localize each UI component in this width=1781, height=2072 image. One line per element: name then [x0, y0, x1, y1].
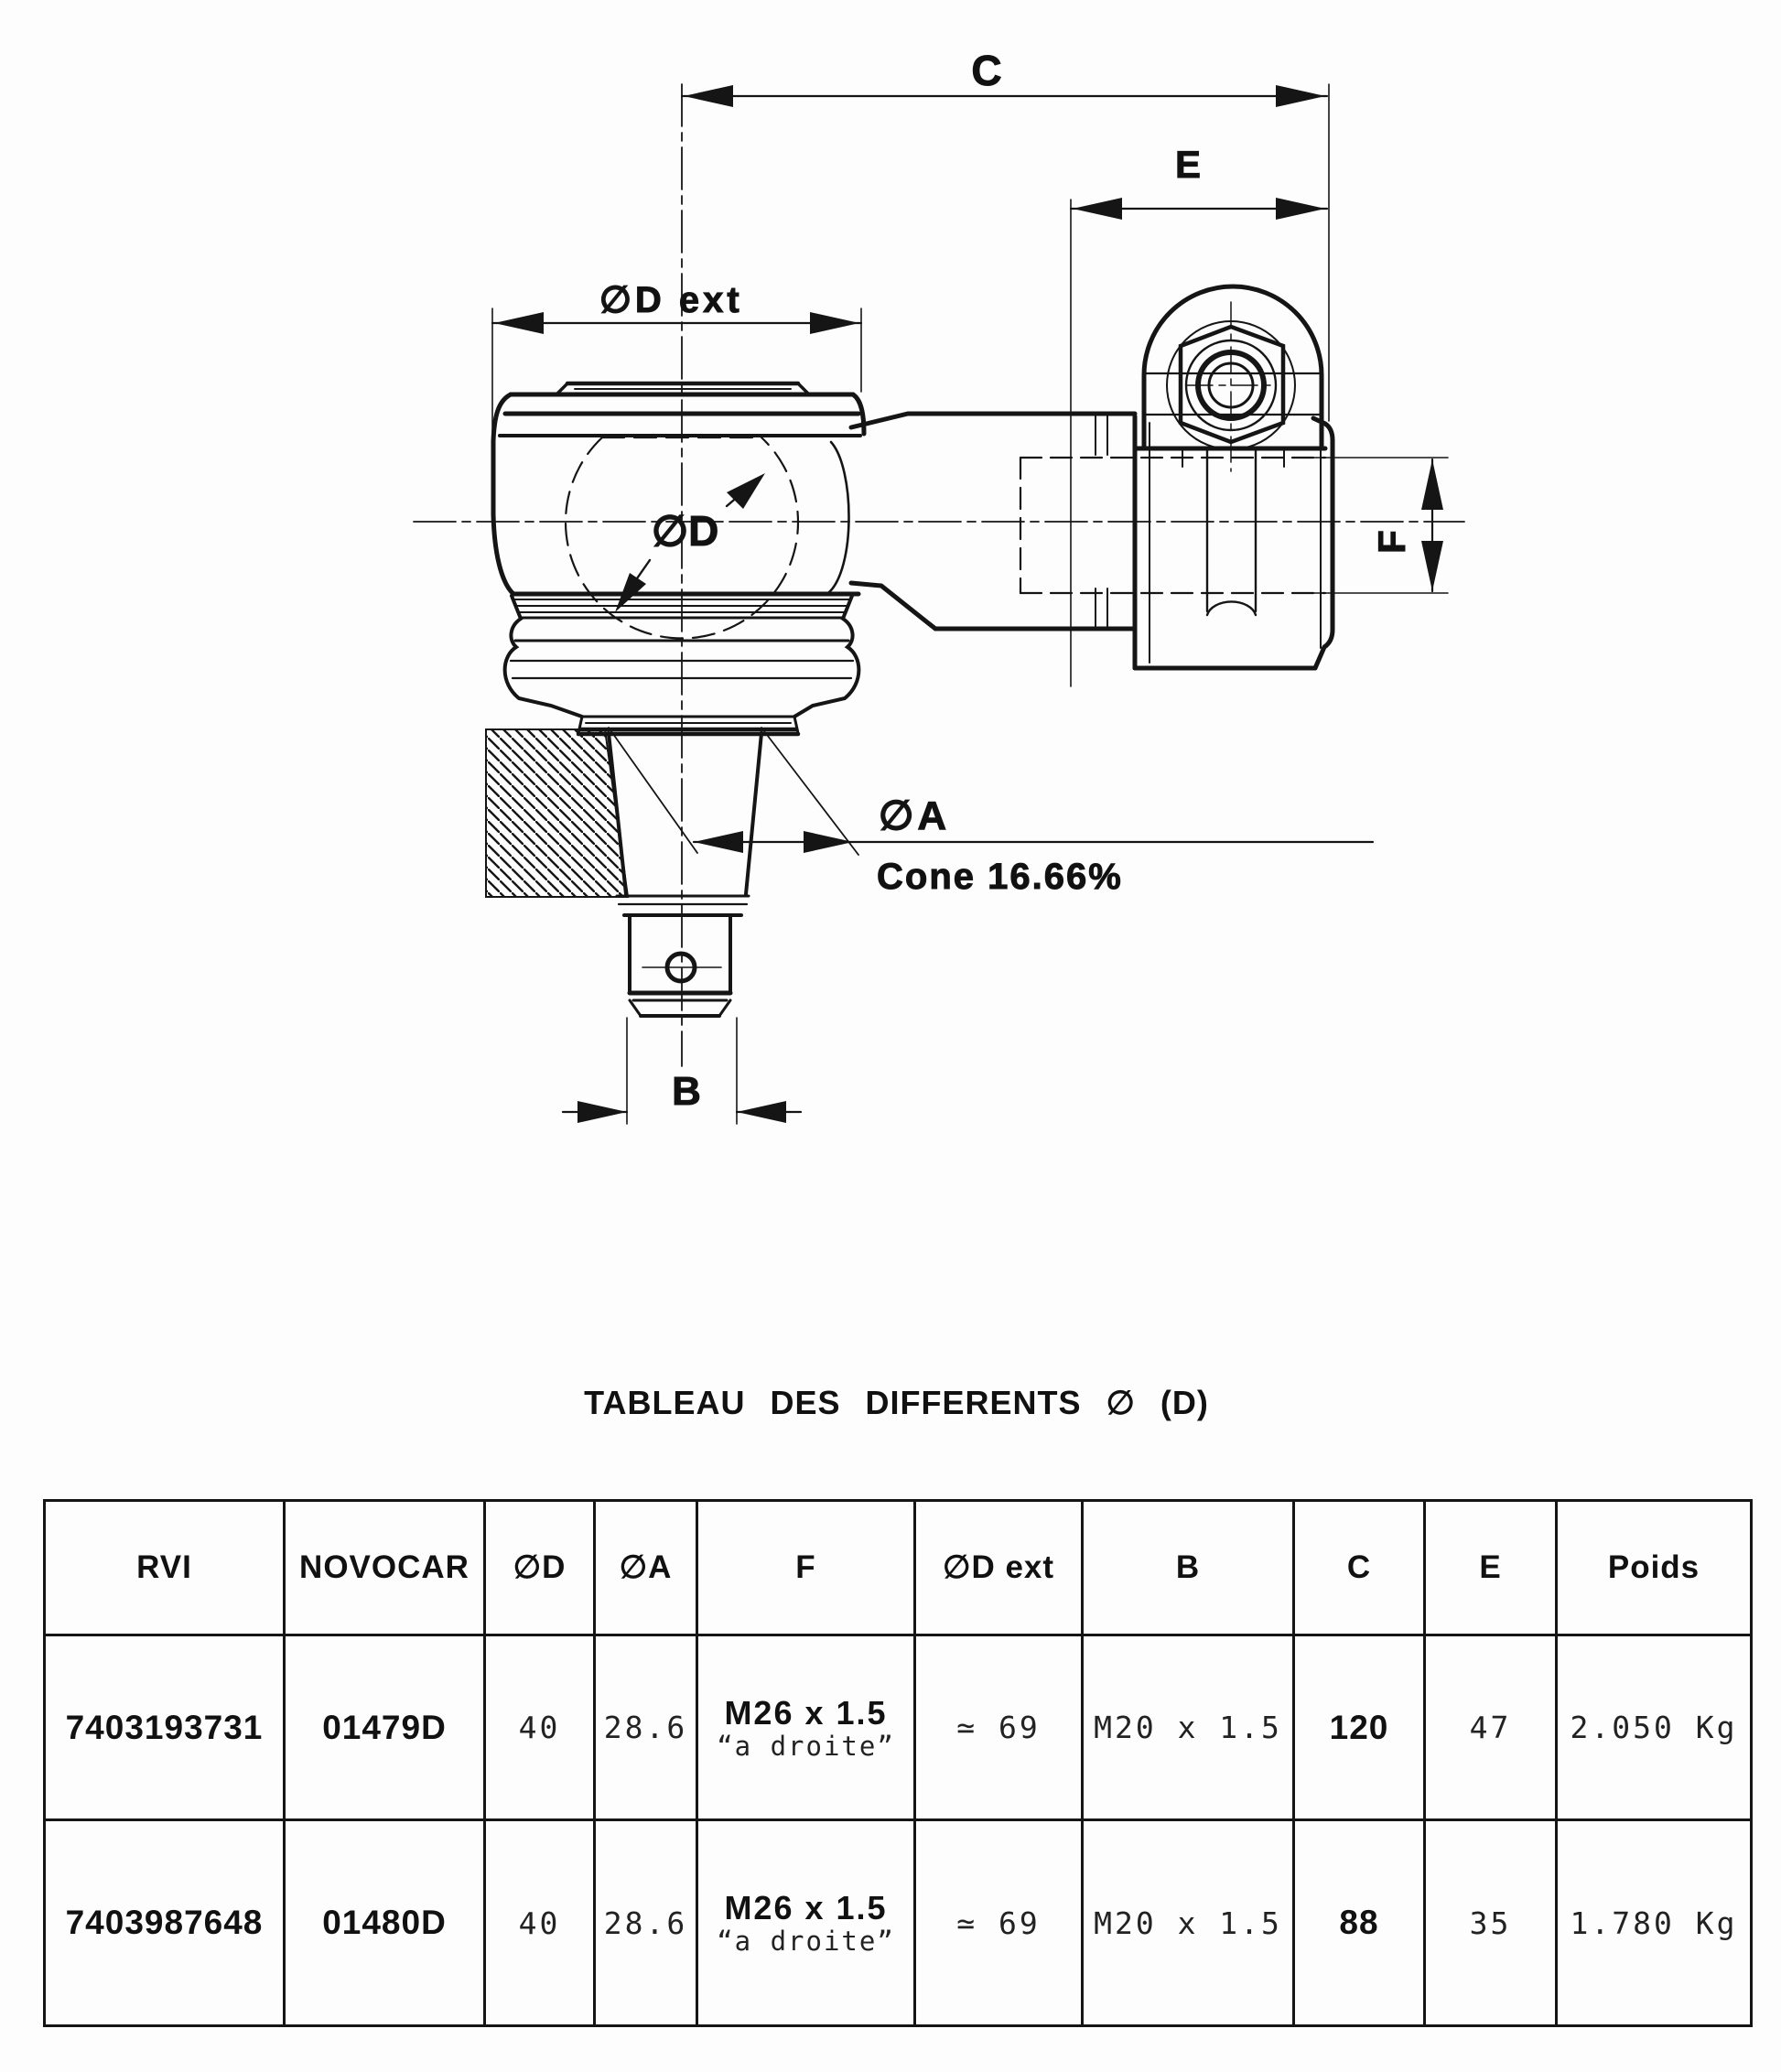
cell-d-ext: ≃ 69: [915, 1820, 1083, 2026]
cell-e: 47: [1425, 1635, 1557, 1820]
clamp-block-section: [486, 729, 628, 897]
col-header-d-ext: ∅D ext: [915, 1501, 1083, 1635]
dimension-f: [1303, 458, 1448, 593]
cell-rvi: 7403987648: [45, 1820, 285, 2026]
col-header-poids: Poids: [1557, 1501, 1752, 1635]
dim-label-b: B: [672, 1069, 701, 1114]
centerlines: [414, 84, 1464, 1066]
thread-direction: “a droite”: [717, 1926, 895, 1957]
cell-rvi: 7403193731: [45, 1635, 285, 1820]
eye-dome: [1144, 286, 1322, 448]
col-header-novocar: NOVOCAR: [285, 1501, 485, 1635]
cell-a: 28.6: [595, 1820, 697, 2026]
dimension-a: [609, 728, 1373, 897]
cell-c: 120: [1294, 1635, 1425, 1820]
cone-label: Cone 16.66%: [877, 857, 1123, 897]
col-header-f: F: [697, 1501, 915, 1635]
thread-size: M26 x 1.5: [724, 1889, 888, 1926]
cell-poids: 2.050 Kg: [1557, 1635, 1752, 1820]
header-row: [45, 1501, 1752, 1635]
dimension-c: [682, 47, 1329, 421]
cell-f: [697, 1820, 915, 2026]
cell-b: M20 x 1.5: [1083, 1635, 1294, 1820]
col-header-d: ∅D: [485, 1501, 595, 1635]
clamp-nut: [1167, 302, 1295, 471]
cell-novocar: 01479D: [285, 1635, 485, 1820]
col-header-c: C: [1294, 1501, 1425, 1635]
ball-housing: [493, 383, 864, 594]
dim-label-a: ∅A: [879, 793, 951, 838]
cell-c: 88: [1294, 1820, 1425, 2026]
table-row: [45, 1635, 1752, 1820]
thread-size: M26 x 1.5: [724, 1693, 888, 1732]
thread-bore-hidden-line: [1020, 458, 1325, 593]
thread-direction: “a droite”: [717, 1730, 895, 1762]
cell-poids: 1.780 Kg: [1557, 1820, 1752, 2026]
cell-d: 40: [485, 1635, 595, 1820]
col-header-a: ∅A: [595, 1501, 697, 1635]
table-title: TABLEAU DES DIFFERENTS ∅ (D): [584, 1384, 1209, 1421]
eye-boss: [1135, 416, 1333, 668]
col-header-b: B: [1083, 1501, 1294, 1635]
cell-e: 35: [1425, 1820, 1557, 2026]
cell-b: M20 x 1.5: [1083, 1820, 1294, 2026]
cell-d: 40: [485, 1820, 595, 2026]
dim-label-f: F: [1370, 530, 1413, 554]
dim-label-d: ∅D: [652, 507, 719, 555]
dim-label-e: E: [1174, 143, 1202, 186]
dimension-d-leader: [615, 473, 765, 612]
table-row: [45, 1820, 1752, 2026]
col-header-e: E: [1425, 1501, 1557, 1635]
stud: [609, 733, 761, 1016]
cell-f: [697, 1635, 915, 1820]
cell-a: 28.6: [595, 1635, 697, 1820]
cell-novocar: 01480D: [285, 1820, 485, 2026]
dim-label-d-ext: ∅D ext: [599, 280, 743, 320]
dim-label-c: C: [971, 47, 1002, 94]
col-header-rvi: RVI: [45, 1501, 285, 1635]
spec-table: [43, 1499, 1753, 2027]
cell-d-ext: ≃ 69: [915, 1635, 1083, 1820]
